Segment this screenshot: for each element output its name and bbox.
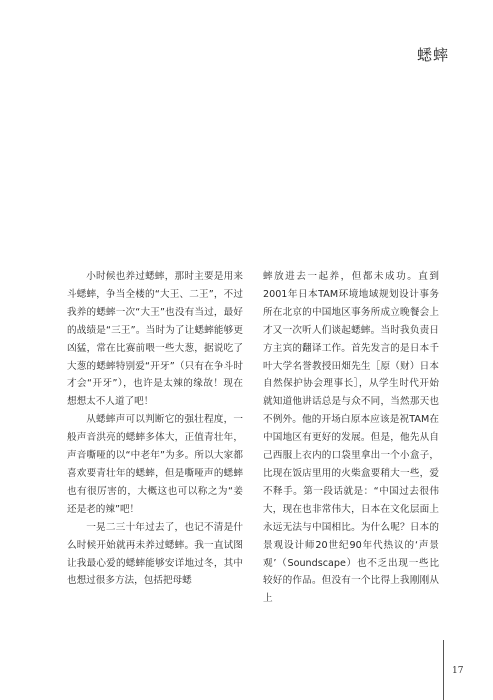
page-number: 17 [452,666,464,676]
paragraph: 从蟋蟀声可以判断它的强壮程度，一般声音洪亮的蟋蟀多体大，正值青壮年，声音嘶哑的以“中老年”为多。所以大家都喜欢要青壮年的蟋蟀，但是嘶哑声的蟋蟀也有很厉害的，大概这也可以称之为“姜还是老的辣”吧！ [67,414,243,515]
paragraph: 小时候也养过蟋蟀，那时主要是用来斗蟋蟀，争当全楼的“大王、二王”，不过我养的蟋蟀一次“大王”也没有当过，最好的战绩是“三王”。当时为了让蟋蟀能够更凶猛，常在比赛前喂一些大葱，据说吃了大葱的蟋蟀特别爱“开牙”（只有在争斗时才会“开牙”），也许是太辣的缘故！现在想想太不人道了吧！ [67,271,243,408]
paragraph: 一晃二三十年过去了，也记不清是什么时候开始就再未养过蟋蟀。我一直试图让我最心爱的蟋蟀能够安详地过冬，其中也想过很多方法，包括把母蟋 [67,521,243,587]
right-text-column [263,268,439,608]
page-number-rule [443,640,444,700]
paragraph: 蟀放进去一起养，但都未成功。直到2001年日本TAM环境地域规划设计事务所在北京的中国地区事务所成立晚餐会上才又一次听人们谈起蟋蟀。当时我负责日方主宾的翻译工作。首先发言的是日本千叶大学名誉教授田畑先生［原（财）日本自然保护协会理事长］，从学生时代开始就知道他讲话总是与众不同，当然那天也不例外。他的开场白原本应该是祝TAM在中国地区有更好的发展。但是，他先从自己西服上衣内的口袋里拿出一个小盒子，比现在饭店里用的火柴盒要稍大一些，爱不释手。第一段话就是：“中国过去很伟大，现在也非常伟大，日本在文化层面上永远无法与中国相比。为什么呢？日本的景观设计师20世纪90年代热议的‘声景观’（Soundscape）也不乏出现一些比较好的作品。但没有一个比得上我刚刚从上 [263,271,439,605]
section-title: 蟋蟀 [416,46,449,64]
left-text-column [67,268,243,590]
